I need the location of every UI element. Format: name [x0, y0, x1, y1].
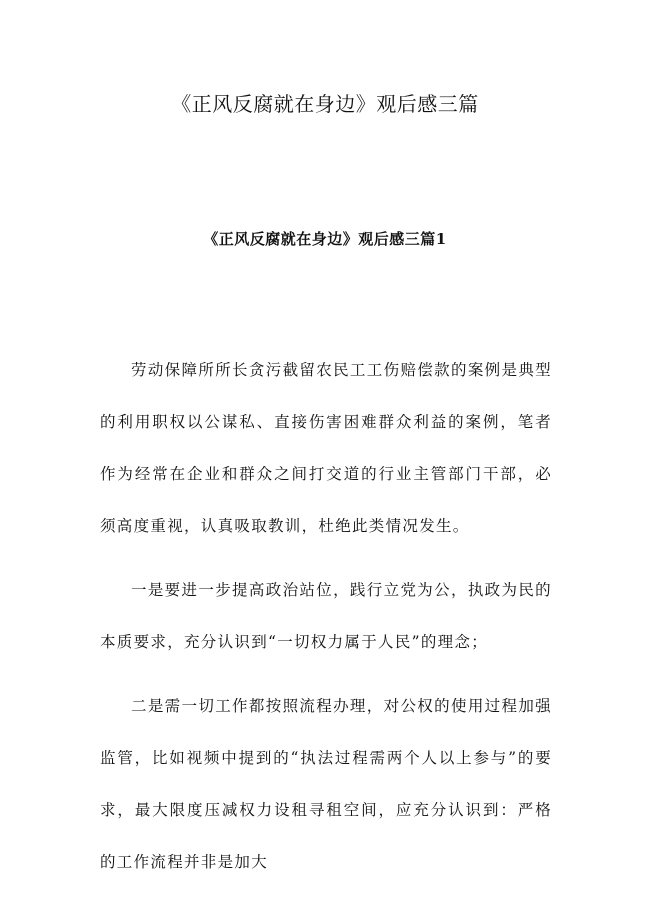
- paragraph-2: 一是要进一步提高政治站位，践行立党为公，执政为民的本质要求，充分认识到“一切权力属于人民”的理念；: [100, 581, 552, 651]
- section-title: 《正风反腐就在身边》观后感三篇1: [203, 230, 447, 248]
- paragraph-3: 二是需一切工作都按照流程办理，对公权的使用过程加强监管，比如视频中提到的“执法过程需两个人以上参与”的要求，最大限度压减权力设租寻租空间，应充分认识到：严格的工作流程并非是加大: [100, 697, 552, 871]
- document-title: 《正风反腐就在身边》观后感三篇: [171, 92, 479, 116]
- paragraph-1: 劳动保障所所长贪污截留农民工工伤赔偿款的案例是典型的利用职权以公谋私、直接伤害困难群众利益的案例，笔者作为经常在企业和群众之间打交道的行业主管部门干部，必须高度重视，认真吸取教训，杜绝此类情况发生。: [100, 361, 552, 535]
